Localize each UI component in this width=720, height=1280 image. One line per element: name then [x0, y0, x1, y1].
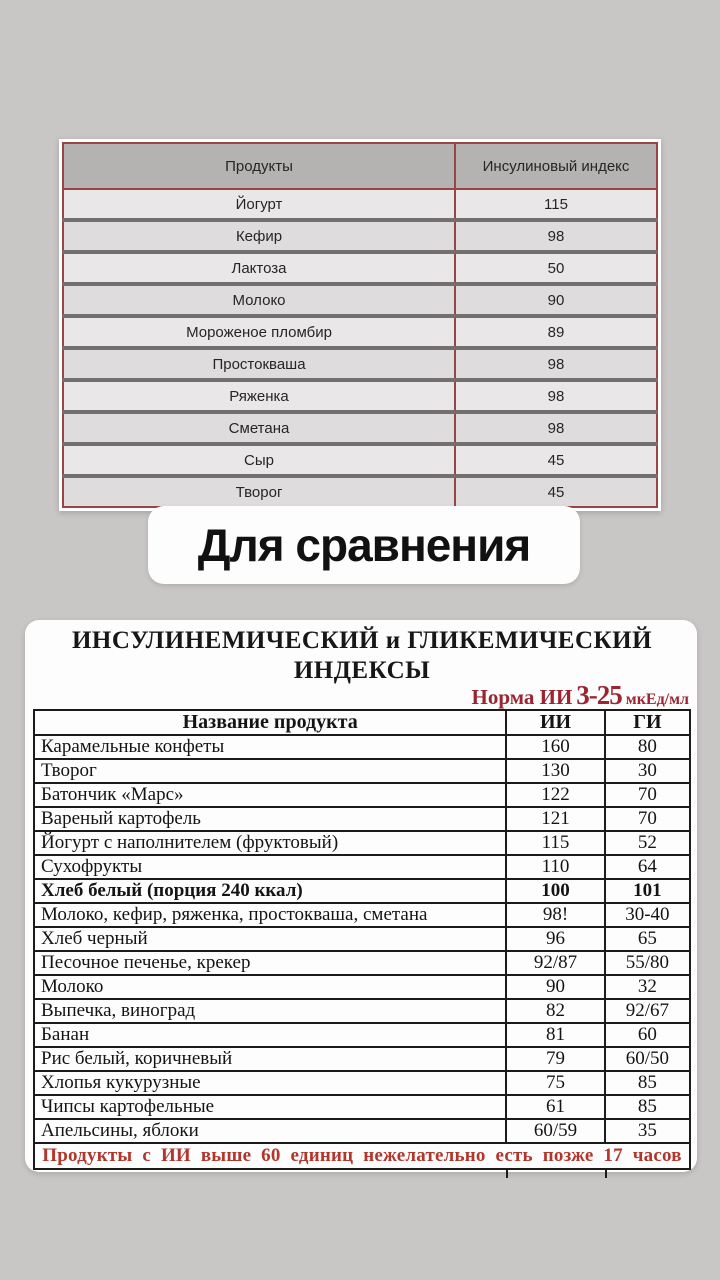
ii-cell: 90: [506, 975, 604, 999]
table-row: [34, 975, 690, 999]
ii-cell: 160: [506, 735, 604, 759]
card-title-line2: ИНДЕКСЫ: [293, 657, 431, 684]
index-cell: 50: [455, 252, 657, 284]
ii-cell: 82: [506, 999, 604, 1023]
product-cell: Сметана: [63, 412, 455, 444]
table-row: [34, 855, 690, 879]
index-cell: 45: [455, 476, 657, 507]
table-row: [34, 735, 690, 759]
product-name-cell: Песочное печенье, крекер: [34, 951, 506, 975]
card-title-line1: ИНСУЛИНЕМИЧЕСКИЙ и ГЛИКЕМИЧЕСКИЙ: [71, 627, 653, 654]
product-name-cell: Сухофрукты: [34, 855, 506, 879]
gi-cell: 60/50: [605, 1047, 690, 1071]
table-row: [34, 999, 690, 1023]
ii-cell: 110: [506, 855, 604, 879]
table-row: [63, 316, 657, 348]
ii-cell: 100: [506, 879, 604, 903]
ii-cell: 130: [506, 759, 604, 783]
index-table-header-row: [34, 710, 690, 735]
table-row: [34, 927, 690, 951]
gi-cell: 92/67: [605, 999, 690, 1023]
insulin-table-header-row: [63, 143, 657, 189]
table-row: [63, 380, 657, 412]
product-name-cell: Молоко: [34, 975, 506, 999]
gi-cell: 64: [605, 855, 690, 879]
product-name-cell: Выпечка, виноград: [34, 999, 506, 1023]
ii-cell: 121: [506, 807, 604, 831]
gi-cell: 85: [605, 1095, 690, 1119]
product-cell: Сыр: [63, 444, 455, 476]
product-name-cell: Хлопья кукурузные: [34, 1071, 506, 1095]
table-row: [34, 951, 690, 975]
product-name-cell: Творог: [34, 759, 506, 783]
product-cell: Лактоза: [63, 252, 455, 284]
product-cell: Молоко: [63, 284, 455, 316]
norm-line: [33, 680, 691, 710]
index-cell: 98: [455, 348, 657, 380]
table-row: [34, 879, 690, 903]
column-header-insulin-index: Инсулиновый индекс: [455, 143, 657, 189]
ii-cell: 60/59: [506, 1119, 604, 1143]
table-row: [63, 252, 657, 284]
index-cell: 115: [455, 189, 657, 220]
column-header-product-name: Название продукта: [34, 710, 506, 735]
gi-cell: 30-40: [605, 903, 690, 927]
table-row: [34, 1047, 690, 1071]
gi-cell: 55/80: [605, 951, 690, 975]
gi-cell: 80: [605, 735, 690, 759]
gi-cell: 30: [605, 759, 690, 783]
product-name-cell: Карамельные конфеты: [34, 735, 506, 759]
column-ticks: [33, 1170, 691, 1180]
column-tick-icon: [605, 1170, 607, 1178]
index-cell: 98: [455, 380, 657, 412]
gi-cell: 65: [605, 927, 690, 951]
index-cell: 89: [455, 316, 657, 348]
column-header-products: Продукты: [63, 143, 455, 189]
table-row: [63, 284, 657, 316]
product-name-cell: Банан: [34, 1023, 506, 1047]
comparison-label-text: Для сравнения: [197, 519, 531, 571]
gi-cell: 52: [605, 831, 690, 855]
gi-cell: 35: [605, 1119, 690, 1143]
product-name-cell: Апельсины, яблоки: [34, 1119, 506, 1143]
card-title: [33, 626, 691, 686]
product-name-cell: Рис белый, коричневый: [34, 1047, 506, 1071]
index-cell: 90: [455, 284, 657, 316]
index-cell: 98: [455, 412, 657, 444]
ii-cell: 122: [506, 783, 604, 807]
table-row: [34, 783, 690, 807]
product-cell: Йогурт: [63, 189, 455, 220]
norm-value: 3-25: [576, 680, 622, 710]
product-name-cell: Вареный картофель: [34, 807, 506, 831]
table-row: [63, 444, 657, 476]
gi-cell: 85: [605, 1071, 690, 1095]
norm-unit: мкЕд/мл: [625, 691, 689, 708]
table-row: [34, 831, 690, 855]
index-table: [33, 709, 691, 1170]
index-table-body: [34, 735, 690, 1143]
product-name-cell: Чипсы картофельные: [34, 1095, 506, 1119]
product-cell: Простокваша: [63, 348, 455, 380]
comparison-label: [148, 506, 580, 584]
index-cell: 45: [455, 444, 657, 476]
product-cell: Творог: [63, 476, 455, 507]
ii-cell: 79: [506, 1047, 604, 1071]
insulin-table-body: [63, 189, 657, 507]
table-row: [34, 759, 690, 783]
product-cell: Мороженое пломбир: [63, 316, 455, 348]
gi-cell: 101: [605, 879, 690, 903]
ii-cell: 61: [506, 1095, 604, 1119]
footnote-text: Продукты с ИИ выше 60 единиц нежелательно есть позже 17 часов: [34, 1143, 690, 1169]
index-cell: 98: [455, 220, 657, 252]
table-row: [34, 1119, 690, 1143]
gi-cell: 32: [605, 975, 690, 999]
gi-cell: 70: [605, 783, 690, 807]
index-card: [25, 620, 697, 1172]
gi-cell: 70: [605, 807, 690, 831]
insulin-index-table: [59, 139, 661, 511]
table-row: [63, 220, 657, 252]
table-row: [34, 903, 690, 927]
footnote-row: [34, 1143, 690, 1169]
gi-cell: 60: [605, 1023, 690, 1047]
product-name-cell: Хлеб белый (порция 240 ккал): [34, 879, 506, 903]
ii-cell: 81: [506, 1023, 604, 1047]
product-name-cell: Хлеб черный: [34, 927, 506, 951]
table-row: [63, 476, 657, 507]
ii-cell: 75: [506, 1071, 604, 1095]
column-header-ii: ИИ: [506, 710, 604, 735]
ii-cell: 115: [506, 831, 604, 855]
table-row: [34, 1095, 690, 1119]
column-header-gi: ГИ: [605, 710, 690, 735]
table-row: [63, 189, 657, 220]
ii-cell: 96: [506, 927, 604, 951]
product-name-cell: Батончик «Марс»: [34, 783, 506, 807]
table-row: [63, 412, 657, 444]
product-cell: Кефир: [63, 220, 455, 252]
ii-cell: 98!: [506, 903, 604, 927]
product-name-cell: Молоко, кефир, ряженка, простокваша, сметана: [34, 903, 506, 927]
table-row: [63, 348, 657, 380]
column-tick-icon: [506, 1170, 508, 1178]
product-cell: Ряженка: [63, 380, 455, 412]
norm-prefix: Норма ИИ: [471, 685, 573, 709]
table-row: [34, 1023, 690, 1047]
product-name-cell: Йогурт с наполнителем (фруктовый): [34, 831, 506, 855]
table-row: [34, 807, 690, 831]
table-row: [34, 1071, 690, 1095]
ii-cell: 92/87: [506, 951, 604, 975]
